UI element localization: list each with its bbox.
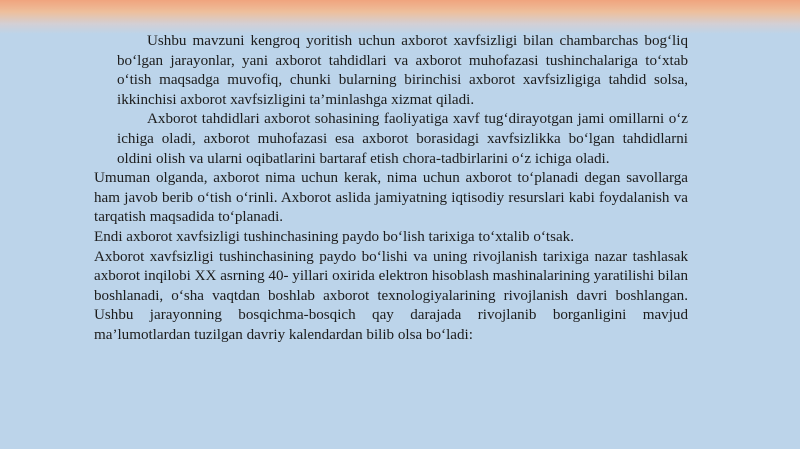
paragraph-3: Umuman olganda, axborot nima uchun kerak, nima uchun axborot to‘planadi degan savollarga ham javob berib o‘tish o‘rinli. Axborot aslida jamiyatning iqtisodiy resurslari kabi foydalanish va tarqatish maqsadida to‘planadi. (94, 170, 688, 226)
paragraph-5: Axborot xavfsizligi tushinchasining paydo bo‘lishi va uning rivojlanish tarixiga nazar tashlasak axborot inqilobi XX asrning 40- yillari oxirida elektron hisoblash mashinalarining yaratilishi bilan boshlanadi, o‘sha vaqtdan boshlab axborot texnologiyalarining rivojlanish davri boshlangan. Ushbu jarayonning bosqichma-bosqich qay darajada rivojlanib borganligini mavjud ma’lumotlardan tuzilgan davriy kalendardan bilib olsa bo‘ladi: (94, 248, 688, 343)
paragraph-2: Axborot tahdidlari axborot sohasining faoliyatiga xavf tug‘dirayotgan jami omillarni o‘z ichiga oladi, axborot muhofazasi esa axborot borasidagi xavfsizlikka bo‘lgan tahdidlarni oldini olish va ularni oqibatlarini bartaraf etish chora-tadbirlarini o‘z ichiga oladi. (117, 111, 688, 167)
slide-text-body (0, 32, 800, 346)
paragraph-1: Ushbu mavzuni kengroq yoritish uchun axborot xavfsizligi bilan chambarchas bog‘liq bo‘lgan jarayonlar, yani axborot tahdidlari va axborot muhofazasi tushinchalariga to‘xtab o‘tish maqsadga muvofiq, chunki bularning birinchisi axborot xavfsizligiga tahdid solsa, ikkinchisi axborot xavfsizligini ta’minlashga xizmat qiladi. (117, 33, 688, 108)
slide-top-gradient-band (0, 0, 800, 34)
paragraph-4: Endi axborot xavfsizligi tushinchasining paydo bo‘lish tarixiga to‘xtalib o‘tsak. (94, 228, 574, 245)
